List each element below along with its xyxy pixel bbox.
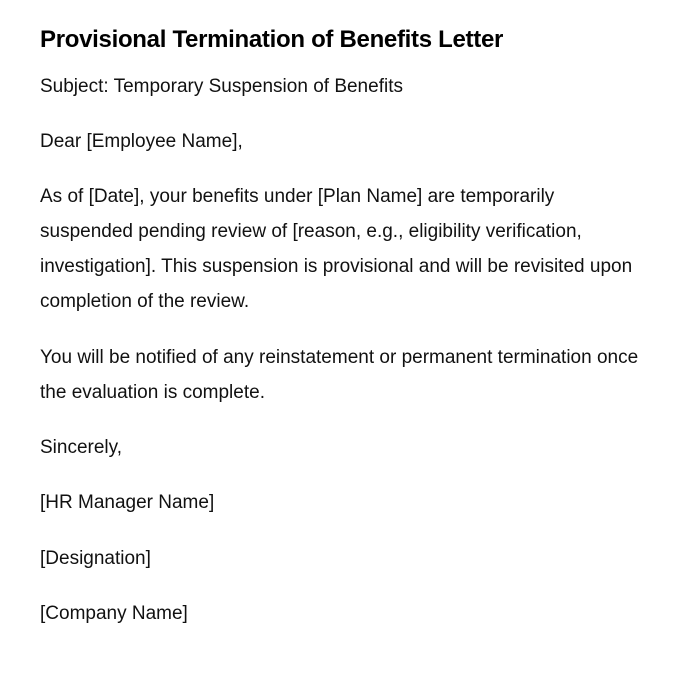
signature-designation: [Designation] (40, 548, 151, 569)
letter-body-paragraph-2: You will be notified of any reinstatement or permanent termination once the evaluation is complete. (40, 347, 639, 403)
letter-closing: Sincerely, (40, 437, 123, 458)
letter-title: Provisional Termination of Benefits Letter (40, 26, 504, 53)
signature-company: [Company Name] (40, 603, 188, 624)
letter-body-paragraph-1: As of [Date], your benefits under [Plan Name] are temporarily suspended pending review of [reason, e.g., eligibility verification, investigation]. This suspension is provisional and will be revisited upon completion of the review. (40, 186, 633, 312)
letter-subject: Subject: Temporary Suspension of Benefits (40, 76, 403, 97)
letter-salutation: Dear [Employee Name], (40, 131, 243, 152)
signature-name: [HR Manager Name] (40, 492, 215, 513)
